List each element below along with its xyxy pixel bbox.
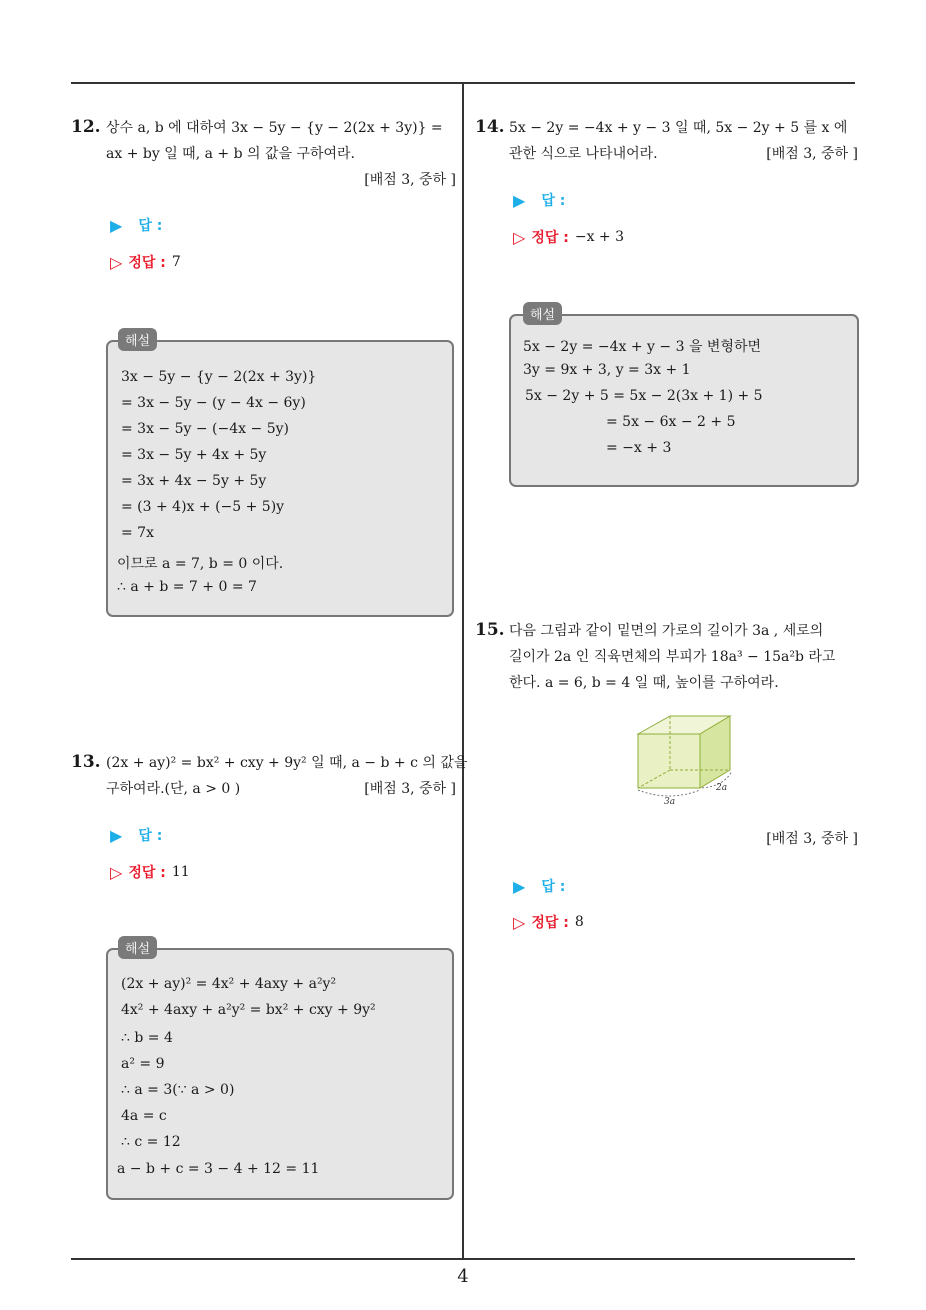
correct-value: −x + 3 — [574, 229, 625, 245]
width-brace — [638, 790, 700, 796]
score: [배점 3, 중하 ] — [364, 172, 456, 188]
solution-line: = 5x − 6x − 2 + 5 — [606, 414, 736, 430]
problem-number: 12. — [71, 117, 101, 137]
answer-label: 답 : — [138, 218, 163, 234]
correct-label: 정답 : — [128, 255, 166, 271]
problem-number: 13. — [71, 752, 101, 772]
correct-answer-row — [110, 862, 190, 882]
problem-text-line: (2x + ay)² = bx² + cxy + 9y² 일 때, a − b + c 의 값을 — [106, 755, 468, 771]
solution-line: 4x² + 4axy + a²y² = bx² + cxy + 9y² — [121, 1002, 376, 1018]
correct-answer-row — [513, 912, 584, 932]
solution-line: 4a = c — [121, 1108, 167, 1124]
solution-line: = 3x − 5y + 4x + 5y — [121, 447, 267, 463]
solution-line: 3y = 9x + 3, y = 3x + 1 — [523, 362, 691, 378]
solution-tag: 해설 — [118, 936, 157, 959]
solution-line: ∴ a = 3(∵ a > 0) — [121, 1082, 235, 1098]
problem-text-line: 상수 a, b 에 대하여 3x − 5y − {y − 2(2x + 3y)} = — [106, 120, 443, 136]
solution-line: ∴ c = 12 — [121, 1134, 181, 1150]
cuboid-figure — [628, 708, 758, 808]
correct-label: 정답 : — [128, 865, 166, 881]
correct-value: 8 — [574, 914, 584, 930]
solution-line: = 3x − 5y − (y − 4x − 6y) — [121, 395, 306, 411]
score: [배점 3, 중하 ] — [766, 146, 858, 162]
bottom-rule — [71, 1258, 855, 1260]
play-triangle-icon: ▶ — [110, 825, 123, 845]
solution-line: ∴ b = 4 — [121, 1030, 173, 1046]
problem-text-line: 5x − 2y = −4x + y − 3 일 때, 5x − 2y + 5 를 x 에 — [509, 120, 848, 136]
problem-text-line: 다음 그림과 같이 밑면의 가로의 길이가 3a , 세로의 — [509, 623, 824, 639]
column-divider — [462, 82, 464, 1259]
correct-answer-row — [513, 227, 624, 247]
problem-text-line: 길이가 2a 인 직육면체의 부피가 18a³ − 15a²b 라고 — [509, 649, 836, 665]
solution-line: a² = 9 — [121, 1056, 165, 1072]
solution-line: = 7x — [121, 525, 154, 541]
outline-triangle-icon: ▷ — [110, 252, 123, 272]
answer-label: 답 : — [541, 879, 566, 895]
correct-value: 11 — [171, 864, 190, 880]
answer-label: 답 : — [138, 828, 163, 844]
outline-triangle-icon: ▷ — [513, 227, 526, 247]
problem-text-line: 구하여라.(단, a > 0 ) — [106, 781, 241, 797]
correct-label: 정답 : — [531, 915, 569, 931]
solution-line: 5x − 2y + 5 = 5x − 2(3x + 1) + 5 — [525, 388, 763, 404]
solution-tag: 해설 — [118, 328, 157, 351]
depth-label: 2a — [716, 783, 728, 793]
solution-line: 이므로 a = 7, b = 0 이다. — [117, 556, 284, 572]
score: [배점 3, 중하 ] — [766, 831, 858, 847]
outline-triangle-icon: ▷ — [110, 862, 123, 882]
answer-row — [513, 190, 565, 210]
answer-row — [110, 825, 162, 845]
solution-line: = −x + 3 — [606, 440, 672, 456]
solution-line: (2x + ay)² = 4x² + 4axy + a²y² — [121, 976, 337, 992]
solution-line: = 3x − 5y − (−4x − 5y) — [121, 421, 289, 437]
problem-number: 14. — [475, 117, 505, 137]
solution-line: ∴ a + b = 7 + 0 = 7 — [117, 579, 257, 595]
problem-number: 15. — [475, 620, 505, 640]
solution-line: = (3 + 4)x + (−5 + 5)y — [121, 499, 285, 515]
correct-answer-row — [110, 252, 181, 272]
score: [배점 3, 중하 ] — [364, 781, 456, 797]
correct-value: 7 — [171, 254, 181, 270]
solution-line: a − b + c = 3 − 4 + 12 = 11 — [117, 1161, 320, 1177]
problem-text-line: ax + by 일 때, a + b 의 값을 구하여라. — [106, 146, 356, 162]
answer-row — [110, 215, 162, 235]
correct-label: 정답 : — [531, 230, 569, 246]
cuboid-front-face — [638, 734, 700, 788]
play-triangle-icon: ▶ — [110, 215, 123, 235]
width-label: 3a — [664, 797, 676, 807]
problem-text-line: 관한 식으로 나타내어라. — [509, 146, 658, 162]
outline-triangle-icon: ▷ — [513, 912, 526, 932]
problem-text-line: 한다. a = 6, b = 4 일 때, 높이를 구하여라. — [509, 675, 779, 691]
solution-line: = 3x + 4x − 5y + 5y — [121, 473, 267, 489]
solution-tag: 해설 — [523, 302, 562, 325]
solution-line: 5x − 2y = −4x + y − 3 을 변형하면 — [523, 339, 762, 355]
solution-line: 3x − 5y − {y − 2(2x + 3y)} — [121, 369, 317, 385]
answer-label: 답 : — [541, 193, 566, 209]
page-number: 4 — [457, 1266, 469, 1287]
play-triangle-icon: ▶ — [513, 876, 526, 896]
play-triangle-icon: ▶ — [513, 190, 526, 210]
answer-row — [513, 876, 565, 896]
